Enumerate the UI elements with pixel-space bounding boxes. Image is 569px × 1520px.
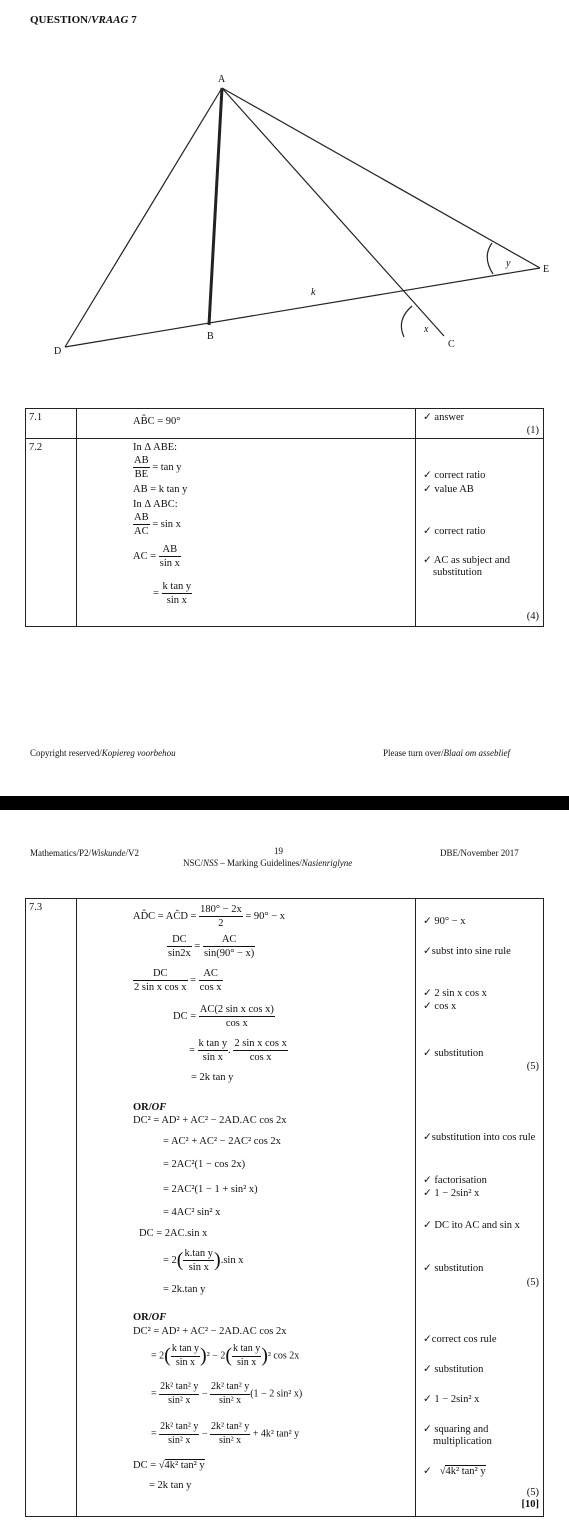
line-AC [222, 88, 444, 336]
label-B: B [207, 331, 214, 342]
c-line4: = $\frac{\text{2k² tan² y}}{\text{sin² x}}$ − $\frac{\text{2k² tan² y}}{\text{sin² x}}$ + 4k² tan² y [151, 1421, 300, 1446]
memo-table-7-3 [25, 898, 544, 1517]
footer-copyright: Copyright reserved/Kopiereg voorbehou [30, 748, 176, 758]
footer-turn-over: Please turn over/Blaai om asseblief [383, 748, 510, 758]
q72-line5: $\frac{AB}{AC}$ = sin x [134, 512, 181, 538]
header-subject: Mathematics/P2/Wiskunde/V2 [30, 848, 139, 858]
c-mark4: ✓ squaring and [423, 1424, 489, 1435]
a-line6: = 2k tan y [191, 1072, 234, 1083]
c-line1: DC² = AD² + AC² − 2AD.AC cos 2x [133, 1326, 287, 1337]
header-guidelines: NSC/NSS – Marking Guidelines/Nasienriglyne [183, 858, 353, 868]
q71-mark: ✓ answer [423, 412, 465, 423]
angle-arc-y [487, 243, 493, 274]
b-mark2: ✓ factorisation [423, 1175, 487, 1186]
a-mark4: ✓ cos x [423, 1001, 457, 1012]
q71-total: (1) [526, 425, 539, 436]
label-C: C [448, 339, 455, 350]
label-E: E [543, 264, 550, 275]
q72-line2: $\frac{AB}{BE}$ = tan y [134, 455, 182, 481]
triangle-diagram [0, 60, 569, 360]
line-AE [222, 88, 540, 268]
b-mark4: ✓ DC ito AC and sin x [423, 1220, 520, 1231]
line-DE [65, 268, 540, 347]
q72-mark1: ✓ correct ratio [423, 470, 486, 481]
b-line7: = 2( $\frac{\text{k.tan y}}{\text{sin x}}$ ).sin x [163, 1248, 244, 1274]
page-separator [0, 796, 569, 810]
q72-line7: = $\frac{\text{k tan y}}{\text{sin x}}$ [153, 581, 192, 607]
c-mark3: ✓ 1 − 2sin² x [423, 1394, 480, 1405]
label-k: k [311, 287, 316, 298]
a-mark2: ✓subst into sine rule [423, 946, 511, 957]
q72-number: 7.2 [29, 442, 43, 453]
question-heading: QUESTION/VRAAG 7 [30, 14, 137, 26]
or-label-2: OR/OF [133, 1312, 167, 1323]
b-mark1: ✓substitution into cos rule [423, 1132, 536, 1143]
b-line8: = 2k.tan y [163, 1284, 206, 1295]
label-x: x [424, 324, 429, 335]
a-line1: AD̂C = AĈD = $\frac{180^\circ - 2x}{2}$ = 90° − x [133, 904, 286, 930]
c-total: (5) [526, 1487, 539, 1498]
q73-number: 7.3 [29, 902, 43, 913]
c-line6: = 2k tan y [149, 1480, 192, 1491]
q71-number: 7.1 [29, 412, 43, 423]
b-line6: DC = 2AC.sin x [139, 1228, 208, 1239]
b-line2: = AC² + AC² − 2AC² cos 2x [163, 1136, 281, 1147]
q72-line3: AB = k tan y [133, 484, 188, 495]
line-AB [209, 88, 222, 325]
q72-total: (4) [526, 611, 539, 622]
q72-mark4b: substitution [433, 567, 483, 578]
c-mark1: ✓correct cos rule [423, 1334, 497, 1345]
label-A: A [218, 74, 226, 85]
angle-arc-x [401, 306, 412, 337]
a-line3: $\frac{DC}{\text{2 sin x cos x}}$ = $\frac{AC}{\text{cos x}}$ [134, 968, 222, 994]
b-line5: = 4AC² sin² x [163, 1207, 221, 1218]
a-line5: = $\frac{\text{k tan y}}{\text{sin x}}$ . $\frac{\text{2 sin x cos x}}{\text{cos x}}$ [189, 1038, 287, 1064]
line-AD [65, 88, 222, 347]
b-line3: = 2AC²(1 − cos 2x) [163, 1159, 246, 1170]
q72-line4: In Δ ABC: [133, 499, 178, 510]
b-mark3: ✓ 1 − 2sin² x [423, 1188, 480, 1199]
c-mark5: ✓ √4k² tan² y [423, 1466, 486, 1477]
b-line4: = 2AC²(1 − 1 + sin² x) [163, 1184, 258, 1195]
or-label-1: OR/OF [133, 1102, 167, 1113]
a-mark3: ✓ 2 sin x cos x [423, 988, 487, 999]
c-line2: = 2( $\frac{\text{k tan y}}{\text{sin x}}$ )² − 2( $\frac{\text{k tan y}}{\text{sin x}}$ )² cos 2x [151, 1343, 300, 1368]
a-total: (5) [526, 1061, 539, 1072]
q72-line1: In Δ ABE: [133, 442, 178, 453]
label-y: y [506, 258, 511, 269]
c-mark2: ✓ substitution [423, 1364, 484, 1375]
a-mark1: ✓ 90° − x [423, 916, 466, 927]
header-date: DBE/November 2017 [440, 848, 519, 858]
b-total: (5) [526, 1277, 539, 1288]
a-line4: DC = $\frac{\text{AC(2 sin x cos x)}}{\text{cos x}}$ [173, 1004, 274, 1030]
page-number: 19 [274, 846, 283, 856]
q72-mark4: ✓ AC as subject and [423, 555, 510, 566]
q72-mark3: ✓ correct ratio [423, 526, 486, 537]
c-line3: = $\frac{\text{2k² tan² y}}{\text{sin² x}}$ − $\frac{\text{2k² tan² y}}{\text{sin² x}}$ (1 − 2 sin² x) [151, 1381, 303, 1406]
q72-mark2: ✓ value AB [423, 484, 474, 495]
memo-table-7-1-7-2 [25, 408, 544, 627]
q72-line6: AC = $\frac{AB}{\text{sin x}}$ [133, 544, 180, 570]
grand-total: [10] [521, 1499, 539, 1510]
q71-answer: AB̂C = 90° [133, 416, 181, 427]
c-mark4b: multiplication [433, 1436, 492, 1447]
b-line1: DC² = AD² + AC² − 2AD.AC cos 2x [133, 1115, 287, 1126]
label-D: D [54, 346, 62, 357]
a-line2: $\frac{DC}{\sin 2x}$ = $\frac{AC}{\sin(90^\circ - x)}$ [168, 934, 255, 960]
a-mark5: ✓ substitution [423, 1048, 484, 1059]
b-mark5: ✓ substitution [423, 1263, 484, 1274]
c-line5: DC = √4k² tan² y [133, 1460, 205, 1471]
